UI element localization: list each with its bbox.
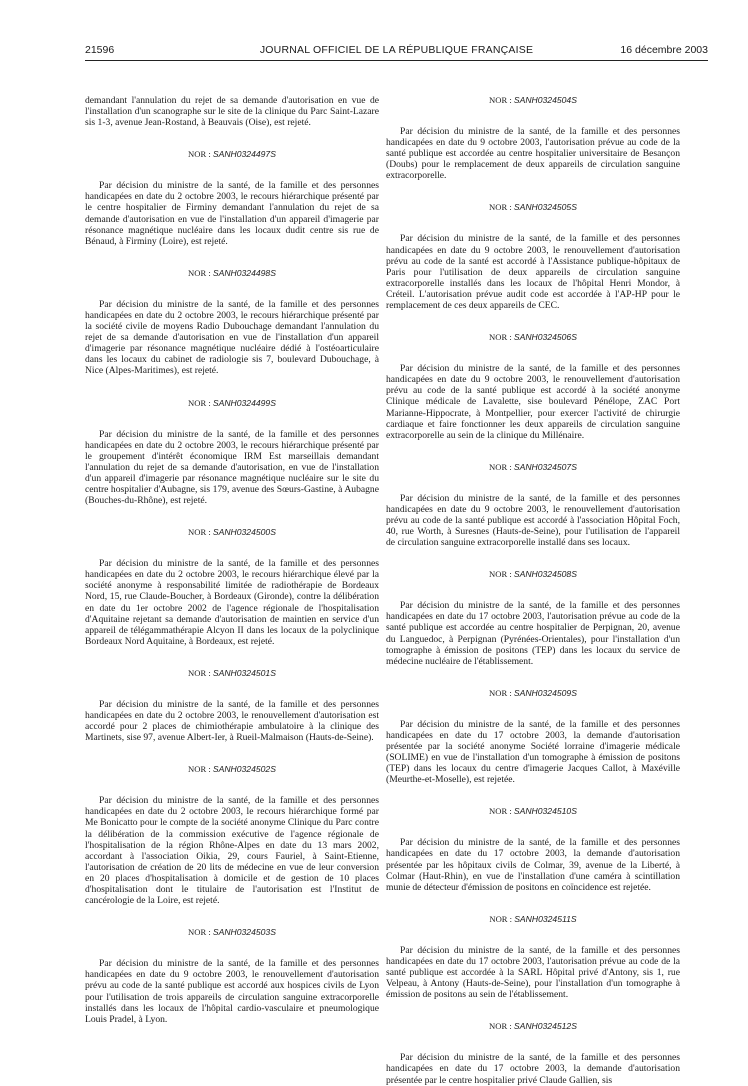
left-column xyxy=(85,95,379,1025)
nor-reference xyxy=(85,764,379,775)
nor-label: NOR : xyxy=(188,149,211,160)
decision-text: Par décision du ministre de la santé, de la famille et des personnes handicapées en date du 9 octobre 2003, l'autorisation prévue au code de la santé publique est accordée au centre hospitalier universitaire de Besançon (Doubs) pour le remplacement de deux appareils de circulation sanguine extracorporelle. xyxy=(386,126,680,182)
nor-label: NOR : xyxy=(489,332,512,343)
decision-text: Par décision du ministre de la santé, de la famille et des personnes handicapées en date du 2 octobre 2003, le recours hiérarchique présenté par le groupement d'intérêt économique IRM Est marseillais demandant l'annulation du rejet de sa demande d'autorisation, en vue de l'installation d'un appareil d'imagerie par résonance magnétique nucléaire sur le site du centre hospitalier d'Aubagne, sis 179, avenue des Sœurs-Gastine, à Aubagne (Bouches-du-Rhône), est rejeté. xyxy=(85,428,379,507)
nor-label: NOR : xyxy=(489,569,512,580)
decision-section xyxy=(386,202,680,311)
nor-label: NOR : xyxy=(188,927,211,938)
nor-reference xyxy=(386,1021,680,1032)
nor-reference xyxy=(386,688,680,699)
nor-reference xyxy=(85,527,379,538)
decision-section xyxy=(85,764,379,906)
nor-label: NOR : xyxy=(489,687,512,698)
nor-code: SANH0324500S xyxy=(212,527,276,538)
decision-text: Par décision du ministre de la santé, de la famille et des personnes handicapées en date du 9 octobre 2003, le renouvellement d'autorisation prévu au code de la santé publique est accordé à l'association Hôpital Foch, 40, rue Worth, à Suresnes (Hauts-de-Seine), pour l'utilisation de l'appareil de circulation sanguine extracorporelle installé dans ses locaux. xyxy=(386,492,680,549)
decision-section xyxy=(386,914,680,1000)
right-column xyxy=(386,95,680,1086)
decision-text: Par décision du ministre de la santé, de la famille et des personnes handicapées en date du 17 octobre 2003, la demande d'autorisation présentée par le centre hospitalier privé Claude Gallien, sis xyxy=(386,1052,680,1086)
nor-code: SANH0324502S xyxy=(212,764,276,775)
nor-reference xyxy=(85,268,379,279)
nor-code: SANH0324507S xyxy=(513,461,577,472)
decision-text: Par décision du ministre de la santé, de la famille et des personnes handicapées en date du 9 octobre 2003, le renouvellement d'autorisation prévu au code de la santé est accordé à l'Assistance publique-hôpitaux de Paris pour l'utilisation de deux appareils de circulation sanguine extracorporelle installés dans les locaux de l'hôpital Henri Mondor, à Créteil. L'autorisation prévue audit code est accordée à l'AP-HP pour le remplacement de ces deux appareils de CEC. xyxy=(386,233,680,312)
decision-text: Par décision du ministre de la santé, de la famille et des personnes handicapées en date du 9 octobre 2003, le renouvellement d'autorisation prévu au code de la santé publique est accordé à la société anonyme Clinique médicale de Lavalette, sise boulevard Pénélope, ZAC Port Marianne-Hippocrate, à Montpellier, pour exercer l'activité de chirurgie cardiaque et faire fonctionner les deux appareils de circulation sanguine extracorporelle au sein de la clinique du Millénaire. xyxy=(386,363,680,441)
nor-reference xyxy=(85,398,379,409)
decision-section xyxy=(386,332,680,441)
nor-reference xyxy=(386,202,680,213)
nor-code: SANH0324497S xyxy=(212,149,276,160)
nor-reference xyxy=(386,569,680,580)
nor-code: SANH0324506S xyxy=(513,332,577,343)
nor-label: NOR : xyxy=(489,95,512,105)
nor-label: NOR : xyxy=(188,667,211,678)
decision-text: Par décision du ministre de la santé, de la famille et des personnes handicapées en date du 17 octobre 2003, l'autorisation prévue au code de la santé publique est accordée au centre hospitalier de Perpignan, 20, avenue du Languedoc, à Perpignan (Pyrénées-Orientales), pour l'installation d'un tomographe à émission de positons (TEP) dans les locaux du service de médecine nucléaire de l'établissement. xyxy=(386,600,680,667)
nor-label: NOR : xyxy=(489,461,512,472)
nor-code: SANH0324508S xyxy=(513,569,577,580)
nor-code: SANH0324498S xyxy=(212,267,276,278)
decision-section xyxy=(85,527,379,647)
decision-section xyxy=(85,398,379,507)
decision-text: Par décision du ministre de la santé, de la famille et des personnes handicapées en date du 17 octobre 2003, l'autorisation prévue au code de la santé publique est accordée à la SARL Hôpital privé d'Antony, sis 1, rue Velpeau, à Antony (Hauts-de-Seine), pour l'installation d'un tomographe à émission de positons au sein de l'établissement. xyxy=(386,944,680,1001)
nor-label: NOR : xyxy=(489,806,512,817)
decision-section xyxy=(85,927,379,1025)
decision-section xyxy=(386,462,680,548)
decision-section xyxy=(386,1021,680,1085)
nor-label: NOR : xyxy=(489,1021,512,1032)
nor-label: NOR : xyxy=(489,913,513,924)
nor-label: NOR : xyxy=(489,202,512,213)
nor-label: NOR : xyxy=(188,527,211,538)
nor-reference xyxy=(386,914,680,925)
nor-reference xyxy=(386,806,680,817)
decision-text: Par décision du ministre de la santé, de la famille et des personnes handicapées en date du 2 octobre 2003, le recours hiérarchique présenté par le centre hospitalier de Firminy demandant l'annulation du rejet de sa demande d'autorisation en vue de l'installation d'un appareil d'imagerie par résonance magnétique nucléaire dans les locaux dudit centre sis rue de Bénaud, à Firminy (Loire), est rejeté. xyxy=(85,180,379,247)
decision-section xyxy=(85,668,379,743)
header-rule xyxy=(85,60,708,61)
decision-section xyxy=(386,569,680,667)
page-number: 21596 xyxy=(85,44,115,56)
issue-date: 16 décembre 2003 xyxy=(620,44,708,56)
decision-text: Par décision du ministre de la santé, de la famille et des personnes handicapées en date du 9 octobre 2003, le renouvellement d'autorisation prévu au code de la santé publique est accordé aux hospices civils de Lyon pour l'utilisation de trois appareils de circulation sanguine extracorporelle installés dans les locaux de l'hôpital cardio-vasculaire et pneumologique Louis Pradel, à Lyon. xyxy=(85,958,379,1025)
nor-reference xyxy=(85,149,379,160)
nor-reference xyxy=(85,927,379,938)
decision-text: Par décision du ministre de la santé, de la famille et des personnes handicapées en date du 2 octobre 2003, le renouvellement d'autorisation est accordé pour 2 places de chimiothérapie ambulatoire à la clinique des Martinets, sise 97, avenue Albert-Ier, à Rueil-Malmaison (Hauts-de-Seine). xyxy=(85,698,379,744)
decision-text: Par décision du ministre de la santé, de la famille et des personnes handicapées en date du 2 octobre 2003, le recours hiérarchique formé par Me Bonicatto pour le compte de la société anonyme Clinique du Parc contre la délibération de la commission exécutive de l'agence régionale de l'hospitalisation de la région Rhône-Alpes en date du 13 mars 2002, accordant à l'association Oikia, 29, cours Fauriel, à Saint-Etienne, l'autorisation de création de 20 lits de médecine en vue de leur conversion en 20 places d'hospitalisation à domicile et de gestion de 10 places d'hospitalisation dont le titulaire de l'autorisation est l'Institut de cancérologie de la Loire, est rejeté. xyxy=(85,795,379,907)
nor-code: SANH0324512S xyxy=(513,1021,577,1032)
decision-text: Par décision du ministre de la santé, de la famille et des personnes handicapées en date du 17 octobre 2003, la demande d'autorisation présentée par la société anonyme Société lorraine d'imagerie médicale (SOLIME) en vue de l'installation d'un tomographe à émission de positons (TEP) dans les locaux du centre d'imagerie Jacques Callot, à Maxéville (Meurthe-et-Moselle), est rejetée. xyxy=(386,718,680,786)
nor-code: SANH0324511S xyxy=(514,913,577,924)
decision-text: Par décision du ministre de la santé, de la famille et des personnes handicapées en date du 2 octobre 2003, le recours hiérarchique élevé par la société anonyme à responsabilité limitée de radiothérapie de Bordeaux Nord, 15, rue Claude-Boucher, à Bordeaux (Gironde), contre la délibération en date du 1er octobre 2002 de l'agence régionale de l'hospitalisation d'Aquitaine rejetant sa demande d'autorisation de maintien en service d'un appareil de télégammathérapie Alcyon II dans les locaux de la polyclinique Bordeaux Nord Aquitaine, à Bordeaux, est rejeté. xyxy=(85,558,379,647)
nor-code: SANH0324510S xyxy=(513,806,577,817)
continued-paragraph: demandant l'annulation du rejet de sa demande d'autorisation en vue de l'installation d'un scanographe sur le site de la clinique du Parc Saint-Lazare sis 1-3, avenue Jean-Rostand, à Beauvais (Oise), est rejeté. xyxy=(85,95,379,129)
nor-code: SANH0324503S xyxy=(212,927,276,938)
nor-reference xyxy=(386,332,680,343)
decision-section xyxy=(85,149,379,247)
nor-code: SANH0324504S xyxy=(513,95,577,105)
decision-section xyxy=(386,806,680,892)
decision-text: Par décision du ministre de la santé, de la famille et des personnes handicapées en date du 17 octobre 2003, la demande d'autorisation présentée par les hôpitaux civils de Colmar, 39, avenue de la Liberté, à Colmar (Haut-Rhin), en vue de l'installation d'une caméra à scintillation munie de détecteur d'émission de positons en coïncidence est rejetée. xyxy=(386,837,680,893)
decision-section xyxy=(386,95,680,181)
page-header xyxy=(85,44,708,60)
decision-text: Par décision du ministre de la santé, de la famille et des personnes handicapées en date du 2 octobre 2003, le recours hiérarchique présenté par la société civile de moyens Radio Dubouchage demandant l'annulation du rejet de sa demande d'autorisation en vue de l'installation d'un appareil d'imagerie par résonance magnétique nucléaire dédié à l'ostéoarticulaire dans les locaux du cabinet de radiologie sis 7, boulevard Dubouchage, à Nice (Alpes-Maritimes), est rejeté. xyxy=(85,298,379,377)
journal-title: JOURNAL OFFICIEL DE LA RÉPUBLIQUE FRANÇAISE xyxy=(259,44,534,56)
nor-code: SANH0324499S xyxy=(212,397,276,408)
nor-code: SANH0324505S xyxy=(513,202,577,213)
nor-reference xyxy=(85,668,379,679)
nor-label: NOR : xyxy=(188,397,211,408)
nor-label: NOR : xyxy=(188,764,211,775)
nor-code: SANH0324509S xyxy=(513,687,577,698)
nor-code: SANH0324501S xyxy=(212,667,276,678)
decision-section xyxy=(386,688,680,786)
nor-label: NOR : xyxy=(188,267,211,278)
nor-reference xyxy=(386,95,680,106)
decision-section xyxy=(85,268,379,377)
nor-reference xyxy=(386,462,680,473)
